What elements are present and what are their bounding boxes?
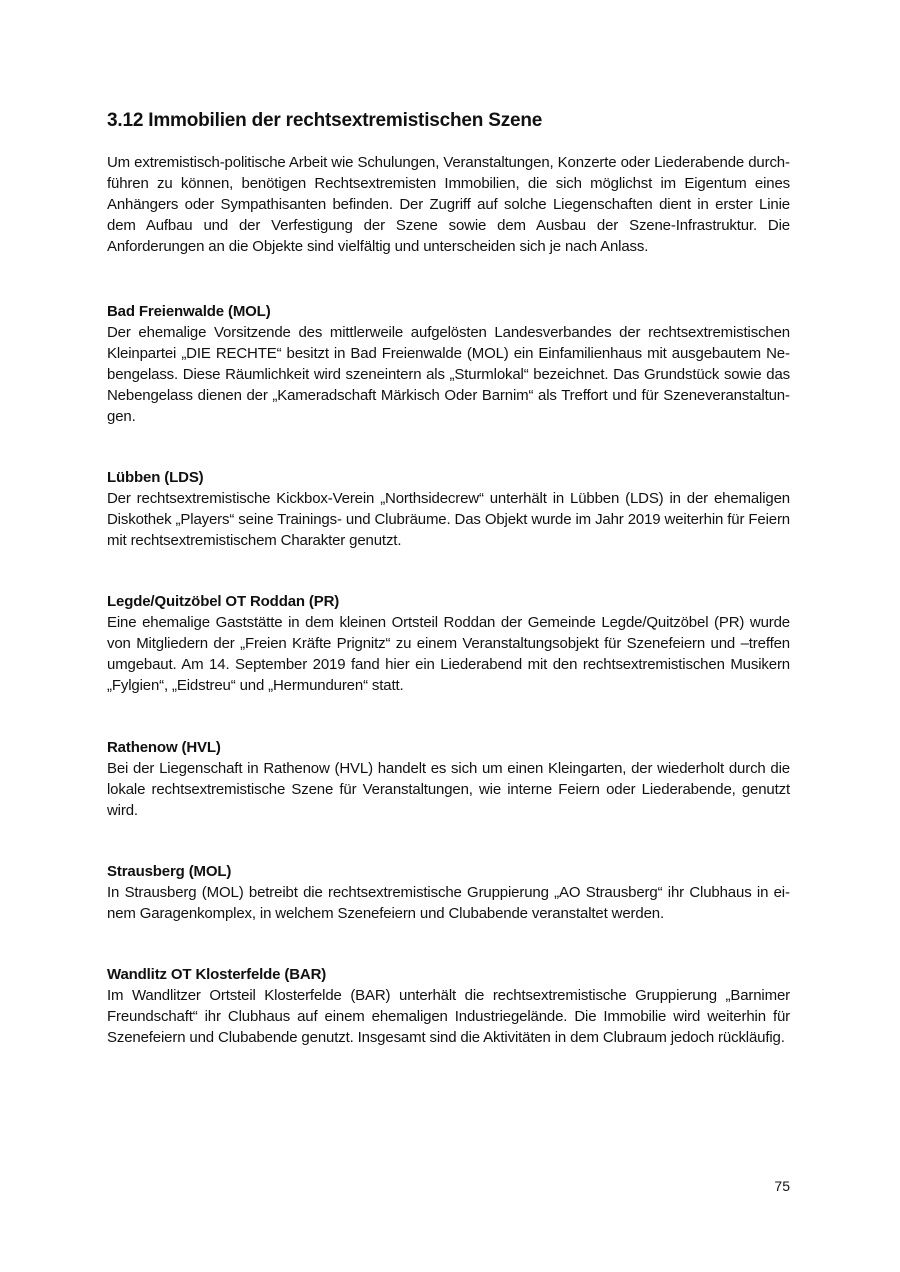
page-number: 75 [774, 1178, 790, 1194]
section-text-bad-freienwalde: Der ehemalige Vorsitzende des mittlerweile aufgelösten Landesverbandes der rechtsextremistischen Kleinpartei „DIE RECHTE“ besitzt in Bad Freienwalde (MOL) ein Einfamilienhaus mit ausgebautem Nebengelass. Diese Räumlichkeit wird szeneintern als „Sturmlokal“ bezeichnet. Das Grundstück sowie das Nebengelass dienen der „Kameradschaft Märkisch Oder Barnim“ als Treffort und für Szeneveranstaltungen. [107, 324, 790, 425]
section-text-wandlitz: Im Wandlitzer Ortsteil Klosterfelde (BAR) unterhält die rechtsextremistische Gruppierung „Barnimer Freundschaft“ ihr Clubhaus auf einem ehemaligen Industriegelände. Die Immobilie wird weiterhin für Szenefeiern und Clubabende genutzt. Insgesamt sind die Aktivitäten in dem Clubraum jedoch rückläufig. [107, 987, 790, 1046]
section-heading-rathenow: Rathenow (HVL) [107, 739, 221, 756]
section-heading-luebben: Lübben (LDS) [107, 469, 204, 486]
section-heading-legde-quitzoebel: Legde/Quitzöbel OT Roddan (PR) [107, 593, 340, 610]
intro-paragraph: Um extremistisch-politische Arbeit wie Schulungen, Veranstaltungen, Konzerte oder Liederabende durchführen zu können, benötigen Rechtsextremisten Immobilien, die sich möglichst im Eigentum eines Anhängers oder Sympathisanten befinden. Der Zugriff auf solche Liegenschaften dient in erster Linie dem Aufbau und der Verfestigung der Szene sowie dem Ausbau der Szene-Infrastruktur. Die Anforderungen an die Objekte sind vielfältig und unterscheiden sich je nach Anlass. [107, 154, 790, 255]
section-text-legde-quitzoebel: Eine ehemalige Gaststätte in dem kleinen Ortsteil Roddan der Gemeinde Legde/Quitzöbel (PR) wurde von Mitgliedern der „Freien Kräfte Prignitz“ zu einem Veranstaltungsobjekt für Szenefeiern und –treffen umgebaut. Am 14. September 2019 fand hier ein Liederabend mit den rechtsextremistischen Musikern „Fylgien“, „Eidstreu“ und „Hermunduren“ statt. [107, 614, 790, 694]
page-title: 3.12 Immobilien der rechtsextremistischen Szene [107, 110, 543, 131]
section-text-rathenow: Bei der Liegenschaft in Rathenow (HVL) handelt es sich um einen Kleingarten, der wiederholt durch die lokale rechtsextremistische Szene für Veranstaltungen, wie interne Feiern oder Liederabende, genutzt wird. [107, 760, 790, 819]
section-text-luebben: Der rechtsextremistische Kickbox-Verein „Northsidecrew“ unterhält in Lübben (LDS) in der ehemaligen Diskothek „Players“ seine Trainings- und Clubräume. Das Objekt wurde im Jahr 2019 weiterhin für Feiern mit rechtsextremistischem Charakter genutzt. [107, 490, 790, 549]
section-text-strausberg: In Strausberg (MOL) betreibt die rechtsextremistische Gruppierung „AO Strausberg“ ihr Clubhaus in einem Garagenkomplex, in welchem Szenefeiern und Clubabende veranstaltet werden. [107, 884, 790, 922]
section-heading-bad-freienwalde: Bad Freienwalde (MOL) [107, 303, 271, 320]
section-heading-strausberg: Strausberg (MOL) [107, 863, 232, 880]
section-heading-wandlitz: Wandlitz OT Klosterfelde (BAR) [107, 966, 327, 983]
